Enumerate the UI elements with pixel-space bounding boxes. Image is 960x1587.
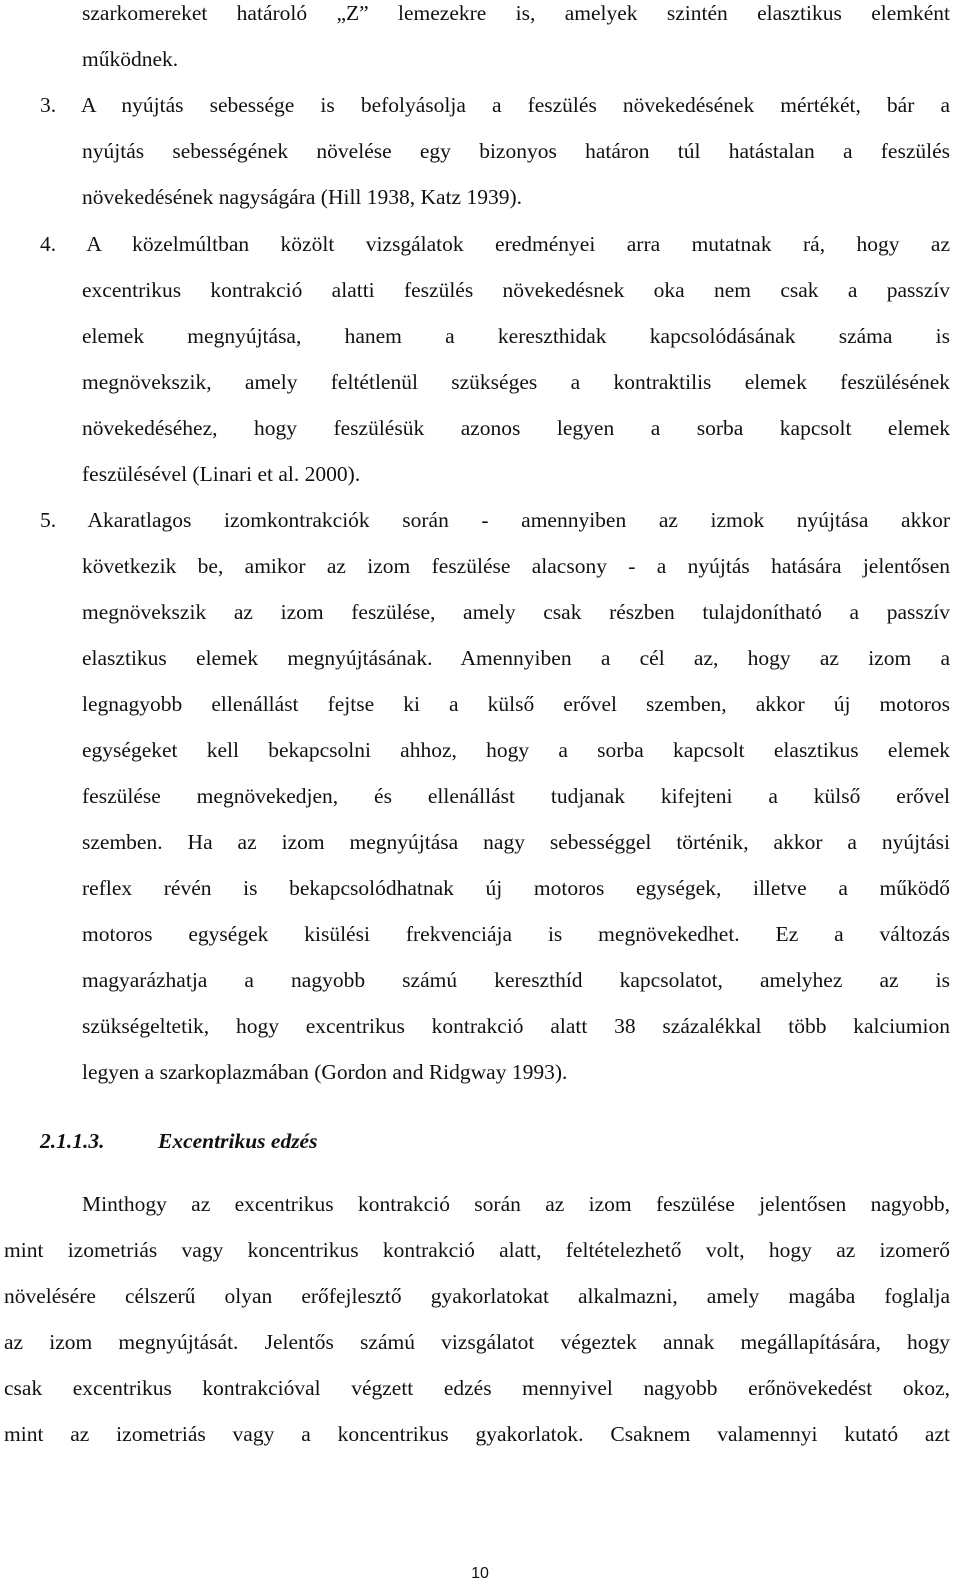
text-line: feszülése megnövekedjen, és ellenállást tudjanak kifejteni a külső erővel — [82, 784, 950, 808]
text-line: növekedésének nagyságára (Hill 1938, Katz 1939). — [82, 185, 523, 209]
text-line: csak excentrikus kontrakcióval végzett edzés mennyivel nagyobb erőnövekedést okoz, — [4, 1376, 950, 1400]
section-number: 2.1.1.3. — [40, 1129, 105, 1153]
section-title: Excentrikus edzés — [158, 1129, 318, 1153]
text-line: megnövekszik, amely feltétlenül szükséges a kontraktilis elemek feszülésének — [82, 370, 950, 394]
text-line: 3. A nyújtás sebessége is befolyásolja a feszülés növekedésének mértékét, bár a — [40, 93, 950, 117]
text-line: növekedéséhez, hogy feszülésük azonos legyen a sorba kapcsolt elemek — [82, 416, 950, 440]
text-line: Minthogy az excentrikus kontrakció során az izom feszülése jelentősen nagyobb, — [82, 1192, 950, 1216]
page-number: 10 — [471, 1565, 489, 1582]
text-line: legnagyobb ellenállást fejtse ki a külső erővel szemben, akkor új motoros — [82, 692, 950, 716]
text-line: az izom megnyújtását. Jelentős számú vizsgálatot végeztek annak megállapítására, hogy — [4, 1330, 950, 1354]
text-line: növelésére célszerű olyan erőfejlesztő gyakorlatokat alkalmazni, amely magába foglalja — [4, 1284, 950, 1308]
text-line: elemek megnyújtása, hanem a kereszthidak kapcsolódásának száma is — [82, 324, 950, 348]
text-line: 5. Akaratlagos izomkontrakciók során - amennyiben az izmok nyújtása akkor — [40, 508, 950, 532]
text-line: excentrikus kontrakció alatti feszülés növekedésnek oka nem csak a passzív — [82, 278, 950, 302]
text-line: megnövekszik az izom feszülése, amely csak részben tulajdonítható a passzív — [82, 600, 950, 624]
text-line: nyújtás sebességének növelése egy bizonyos határon túl hatástalan a feszülés — [82, 139, 950, 163]
text-line: magyarázhatja a nagyobb számú kereszthíd kapcsolatot, amelyhez az is — [82, 968, 950, 992]
text-line: motoros egységek kisülési frekvenciája is megnövekedhet. Ez a változás — [82, 922, 950, 946]
text-line: következik be, amikor az izom feszülése alacsony - a nyújtás hatására jelentősen — [82, 554, 950, 578]
text-line: mint izometriás vagy koncentrikus kontrakció alatt, feltételezhető volt, hogy az izomerő — [4, 1238, 950, 1262]
text-line: 4. A közelmúltban közölt vizsgálatok eredményei arra mutatnak rá, hogy az — [40, 232, 950, 256]
text-line: egységeket kell bekapcsolni ahhoz, hogy a sorba kapcsolt elasztikus elemek — [82, 738, 950, 762]
text-line: reflex révén is bekapcsolódhatnak új motoros egységek, illetve a működő — [82, 876, 950, 900]
text-line: működnek. — [82, 47, 179, 71]
text-line: feszülésével (Linari et al. 2000). — [82, 462, 361, 486]
text-line: szemben. Ha az izom megnyújtása nagy sebességgel történik, akkor a nyújtási — [82, 830, 950, 854]
text-line: szarkomereket határoló „Z” lemezekre is, amelyek szintén elasztikus elemként — [82, 1, 950, 25]
text-line: legyen a szarkoplazmában (Gordon and Ridgway 1993). — [82, 1060, 568, 1084]
text-line: szükségeltetik, hogy excentrikus kontrakció alatt 38 százalékkal több kalciumion — [82, 1014, 950, 1038]
text-line: elasztikus elemek megnyújtásának. Amennyiben a cél az, hogy az izom a — [82, 646, 950, 670]
section-heading — [40, 1118, 317, 1164]
text-line: mint az izometriás vagy a koncentrikus gyakorlatok. Csaknem valamennyi kutató azt — [4, 1422, 950, 1446]
